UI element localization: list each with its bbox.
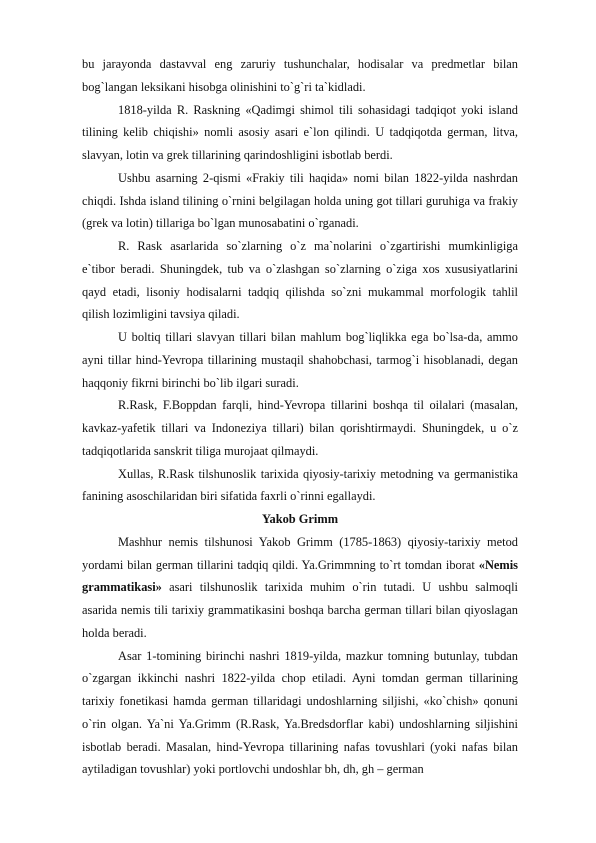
paragraph-rask-1818: 1818-yilda R. Raskning «Qadimgi shimol tili sohasidagi tadqiqot yoki island tilining kelib chiqishi» nomli asosiy asari e`lon qilindi. U tadqiqotda german, litva, slavyan, lotin va grek tillarining qarindoshligini isbotlab berdi. — [82, 102, 518, 162]
paragraph-grimm-volume: Asar 1-tomining birinchi nashri 1819-yilda, mazkur tomning butunlay, tubdan o`zgargan ikkinchi nashri 1822-yilda chop etiladi. Ayni tomdan german tillarining tarixiy fonetikasi hamda german tillaridagi undoshlarning siljishi, «ko`chish» qonuni o`rin olgan. Ya`ni Ya.Grimm (R.Rask, Ya.Bredsdorflar kabi) undoshlarning siljishini isbotlab beradi. Masalan, hind-Yevropa tillarining nafas tovushlari (yoki nafas bilan aytiladigan tovushlar) yoki portlovchi undoshlar bh, dh, gh – german — [82, 648, 518, 777]
paragraph-rask-summary: Xullas, R.Rask tilshunoslik tarixida qiyosiy-tarixiy metodning va germanistika fanining asoschilaridan biri sifatida faxrli o`rinni egallaydi. — [82, 466, 518, 504]
document-page — [82, 53, 518, 781]
paragraph-rask-frakiy: Ushbu asarning 2-qismi «Frakiy tili haqida» nomi bilan 1822-yilda nashrdan chiqdi. Ishda island tilining o`rnini belgilagan holda uning got tillari guruhiga va frakiy (grek va lotin) tillariga bo`lgan munosabatini o`rganadi. — [82, 170, 518, 231]
paragraph-grimm-intro — [82, 531, 518, 645]
paragraph-rask-semantics: R. Rask asarlarida so`zlarning o`z ma`nolarini o`zgartirishi mumkinligiga e`tibor beradi. Shuningdek, tub va o`zlashgan so`zlarning o`ziga xos xususiyatlarini qayd etadi, lisoniy hodisalarni tadqiq qilishda so`zni mukammal morfologik tahlil qilish lozimligini tavsiya qiladi. — [82, 239, 518, 322]
paragraph-rask-bopp: R.Rask, F.Boppdan farqli, hind-Yevropa tillarini boshqa til oilalari (masalan, kavkaz-yafetik tillari va Indoneziya tillari) bilan qorishtirmaydi. Shuningdek, u o`z tadqiqotlarida sanskrit tiliga murojaat qilmaydi. — [82, 398, 518, 458]
paragraph-continuation: bu jarayonda dastavval eng zaruriy tushunchalar, hodisalar va predmetlar bilan bog`langan leksikani hisobga olinishini to`g`ri ta`kidladi. — [82, 57, 518, 94]
grimm-work-title: «Nemis grammatikasi» — [82, 557, 518, 595]
section-heading: Yakob Grimm — [261, 512, 339, 526]
grimm-intro-rest: asari tilshunoslik tarixida muhim o`rin tutadi. U ushbu salmoqli asarida nemis tili tarixiy grammatikasini boshqa barcha german tillari bilan qiyoslagan holda beradi. — [82, 580, 518, 640]
grimm-intro-text: Mashhur nemis tilshunosi Yakob Grimm (1785-1863) qiyosiy-tarixiy metod yordami bilan german tillarini tadqiq qildi. Ya.Grimmning to`rt tomdan iborat — [82, 534, 518, 572]
paragraph-baltic-languages: U boltiq tillari slavyan tillari bilan mahlum bog`liqlikka ega bo`lsa-da, ammo ayni tillar hind-Yevropa tillarining mustaqil shahobchasi, tarmog`i hisoblanadi, degan haqqoniy fikrni birinchi bo`lib ilgari suradi. — [82, 330, 518, 390]
